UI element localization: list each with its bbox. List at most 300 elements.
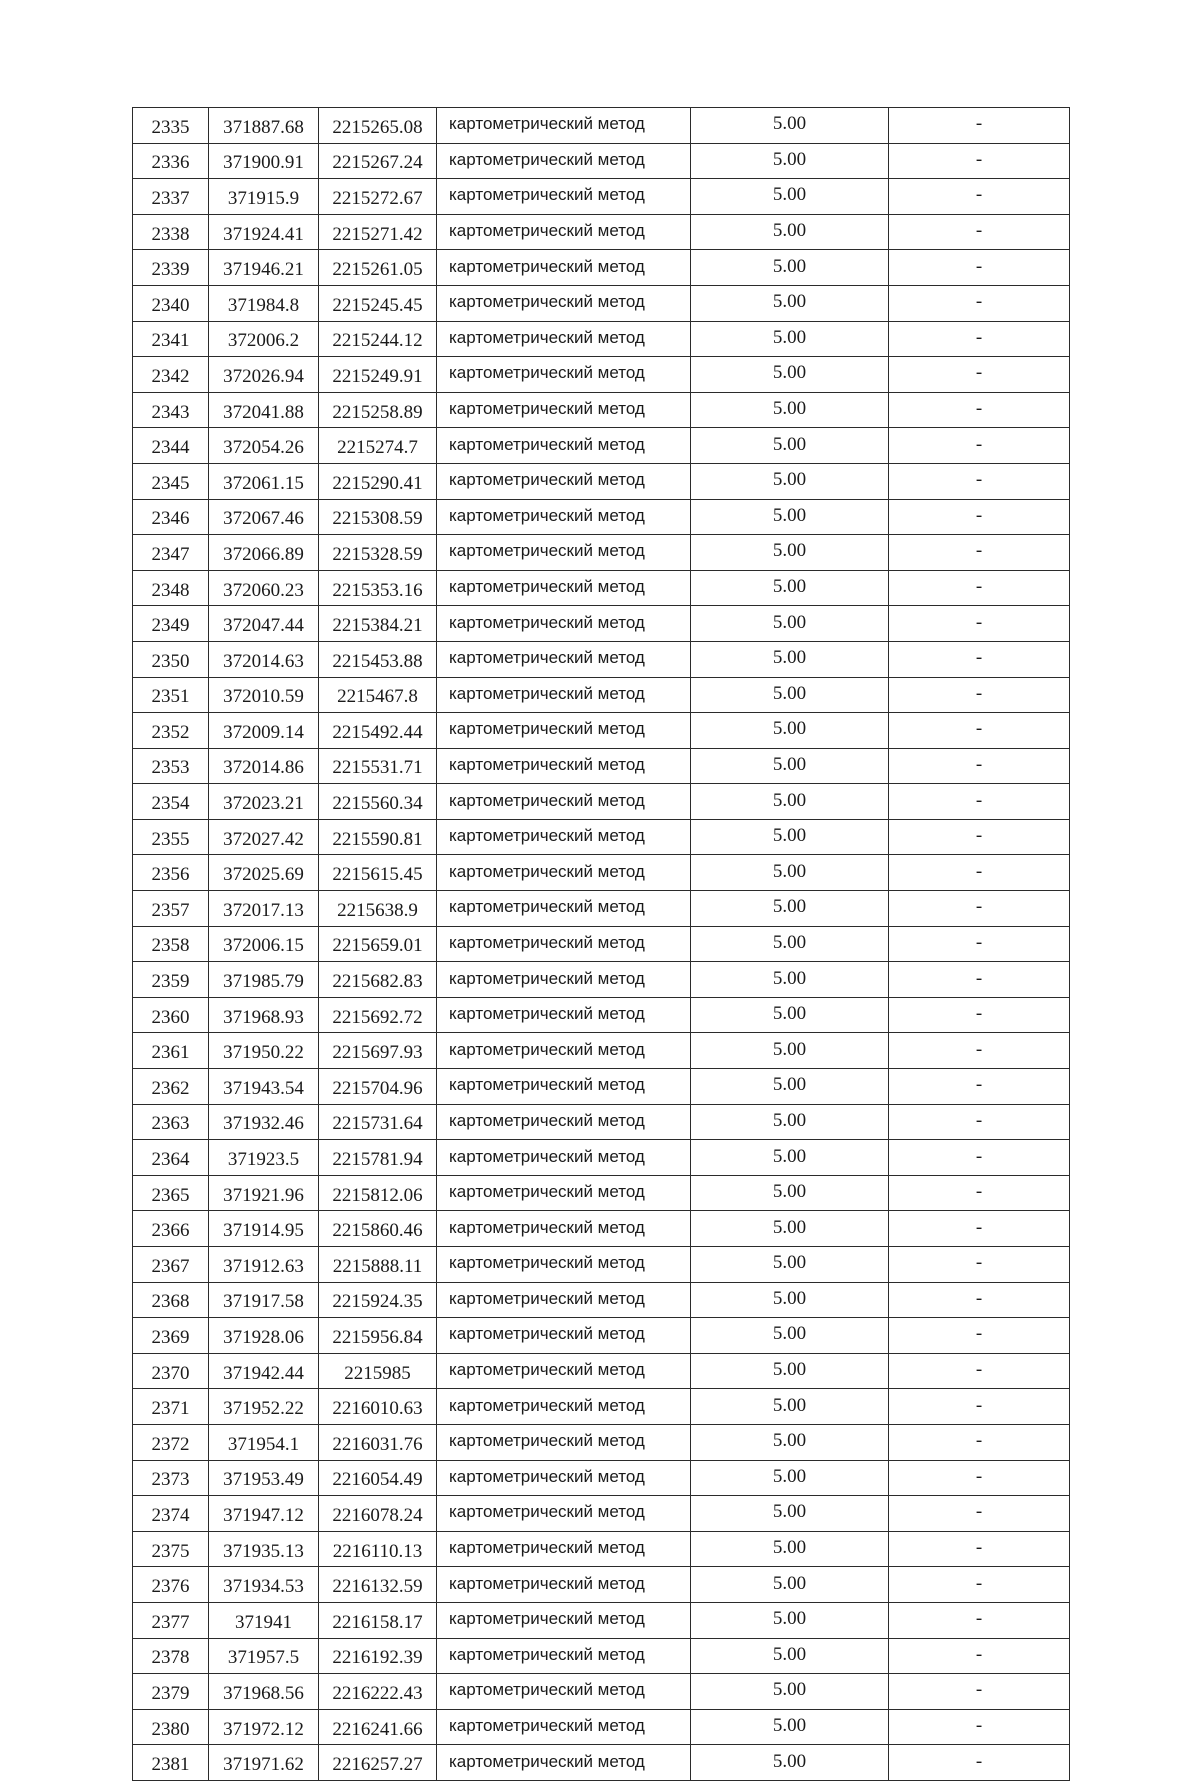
coordinates-table xyxy=(132,107,1070,1781)
x-coordinate-cell: 371917.58 xyxy=(209,1282,319,1318)
y-coordinate-cell: 2215249.91 xyxy=(319,357,437,393)
error-cell: 5.00 xyxy=(691,321,889,357)
error-cell: 5.00 xyxy=(691,1175,889,1211)
y-coordinate-cell: 2215467.8 xyxy=(319,677,437,713)
point-number-cell: 2366 xyxy=(133,1211,209,1247)
error-cell: 5.00 xyxy=(691,784,889,820)
y-coordinate-cell: 2215659.01 xyxy=(319,926,437,962)
point-number-cell: 2336 xyxy=(133,143,209,179)
description-cell: - xyxy=(889,1247,1070,1283)
error-cell: 5.00 xyxy=(691,891,889,927)
description-cell: - xyxy=(889,713,1070,749)
y-coordinate-cell: 2215384.21 xyxy=(319,606,437,642)
table-row xyxy=(133,1638,1070,1674)
description-cell: - xyxy=(889,1460,1070,1496)
y-coordinate-cell: 2216110.13 xyxy=(319,1531,437,1567)
error-cell: 5.00 xyxy=(691,997,889,1033)
method-cell: картометрический метод xyxy=(437,1460,691,1496)
point-number-cell: 2354 xyxy=(133,784,209,820)
method-cell: картометрический метод xyxy=(437,1069,691,1105)
method-cell: картометрический метод xyxy=(437,1638,691,1674)
description-cell: - xyxy=(889,108,1070,144)
point-number-cell: 2369 xyxy=(133,1318,209,1354)
x-coordinate-cell: 371953.49 xyxy=(209,1460,319,1496)
point-number-cell: 2360 xyxy=(133,997,209,1033)
table-row xyxy=(133,855,1070,891)
method-cell: картометрический метод xyxy=(437,891,691,927)
method-cell: картометрический метод xyxy=(437,748,691,784)
point-number-cell: 2348 xyxy=(133,570,209,606)
method-cell: картометрический метод xyxy=(437,392,691,428)
table-row xyxy=(133,1247,1070,1283)
method-cell: картометрический метод xyxy=(437,1282,691,1318)
method-cell: картометрический метод xyxy=(437,214,691,250)
point-number-cell: 2380 xyxy=(133,1709,209,1745)
x-coordinate-cell: 372047.44 xyxy=(209,606,319,642)
method-cell: картометрический метод xyxy=(437,1104,691,1140)
description-cell: - xyxy=(889,1318,1070,1354)
y-coordinate-cell: 2215258.89 xyxy=(319,392,437,428)
point-number-cell: 2356 xyxy=(133,855,209,891)
description-cell: - xyxy=(889,392,1070,428)
point-number-cell: 2353 xyxy=(133,748,209,784)
point-number-cell: 2340 xyxy=(133,285,209,321)
x-coordinate-cell: 372017.13 xyxy=(209,891,319,927)
point-number-cell: 2343 xyxy=(133,392,209,428)
y-coordinate-cell: 2216222.43 xyxy=(319,1674,437,1710)
method-cell: картометрический метод xyxy=(437,641,691,677)
x-coordinate-cell: 371985.79 xyxy=(209,962,319,998)
table-row xyxy=(133,677,1070,713)
error-cell: 5.00 xyxy=(691,1638,889,1674)
y-coordinate-cell: 2216078.24 xyxy=(319,1496,437,1532)
table-row xyxy=(133,1709,1070,1745)
error-cell: 5.00 xyxy=(691,250,889,286)
x-coordinate-cell: 371921.96 xyxy=(209,1175,319,1211)
error-cell: 5.00 xyxy=(691,1531,889,1567)
table-row xyxy=(133,535,1070,571)
table-row xyxy=(133,891,1070,927)
method-cell: картометрический метод xyxy=(437,1602,691,1638)
y-coordinate-cell: 2215267.24 xyxy=(319,143,437,179)
y-coordinate-cell: 2216010.63 xyxy=(319,1389,437,1425)
table-row xyxy=(133,108,1070,144)
method-cell: картометрический метод xyxy=(437,1247,691,1283)
x-coordinate-cell: 372026.94 xyxy=(209,357,319,393)
table-row xyxy=(133,1567,1070,1603)
y-coordinate-cell: 2215590.81 xyxy=(319,819,437,855)
y-coordinate-cell: 2215560.34 xyxy=(319,784,437,820)
table-row xyxy=(133,641,1070,677)
description-cell: - xyxy=(889,1033,1070,1069)
point-number-cell: 2337 xyxy=(133,179,209,215)
description-cell: - xyxy=(889,1531,1070,1567)
method-cell: картометрический метод xyxy=(437,926,691,962)
y-coordinate-cell: 2216241.66 xyxy=(319,1709,437,1745)
table-row xyxy=(133,285,1070,321)
error-cell: 5.00 xyxy=(691,570,889,606)
description-cell: - xyxy=(889,357,1070,393)
method-cell: картометрический метод xyxy=(437,321,691,357)
y-coordinate-cell: 2215328.59 xyxy=(319,535,437,571)
method-cell: картометрический метод xyxy=(437,1140,691,1176)
point-number-cell: 2342 xyxy=(133,357,209,393)
y-coordinate-cell: 2215731.64 xyxy=(319,1104,437,1140)
point-number-cell: 2374 xyxy=(133,1496,209,1532)
method-cell: картометрический метод xyxy=(437,1567,691,1603)
description-cell: - xyxy=(889,784,1070,820)
error-cell: 5.00 xyxy=(691,463,889,499)
y-coordinate-cell: 2215682.83 xyxy=(319,962,437,998)
method-cell: картометрический метод xyxy=(437,1389,691,1425)
error-cell: 5.00 xyxy=(691,535,889,571)
description-cell: - xyxy=(889,570,1070,606)
y-coordinate-cell: 2215290.41 xyxy=(319,463,437,499)
y-coordinate-cell: 2215697.93 xyxy=(319,1033,437,1069)
point-number-cell: 2355 xyxy=(133,819,209,855)
method-cell: картометрический метод xyxy=(437,250,691,286)
y-coordinate-cell: 2215812.06 xyxy=(319,1175,437,1211)
method-cell: картометрический метод xyxy=(437,285,691,321)
description-cell: - xyxy=(889,179,1070,215)
y-coordinate-cell: 2216031.76 xyxy=(319,1424,437,1460)
point-number-cell: 2351 xyxy=(133,677,209,713)
description-cell: - xyxy=(889,1353,1070,1389)
error-cell: 5.00 xyxy=(691,1247,889,1283)
description-cell: - xyxy=(889,1496,1070,1532)
point-number-cell: 2345 xyxy=(133,463,209,499)
description-cell: - xyxy=(889,891,1070,927)
description-cell: - xyxy=(889,1069,1070,1105)
method-cell: картометрический метод xyxy=(437,1674,691,1710)
error-cell: 5.00 xyxy=(691,1567,889,1603)
description-cell: - xyxy=(889,926,1070,962)
y-coordinate-cell: 2215781.94 xyxy=(319,1140,437,1176)
method-cell: картометрический метод xyxy=(437,1211,691,1247)
error-cell: 5.00 xyxy=(691,748,889,784)
y-coordinate-cell: 2215692.72 xyxy=(319,997,437,1033)
y-coordinate-cell: 2215492.44 xyxy=(319,713,437,749)
description-cell: - xyxy=(889,1638,1070,1674)
point-number-cell: 2370 xyxy=(133,1353,209,1389)
x-coordinate-cell: 372054.26 xyxy=(209,428,319,464)
table-row xyxy=(133,570,1070,606)
error-cell: 5.00 xyxy=(691,641,889,677)
table-row xyxy=(133,179,1070,215)
method-cell: картометрический метод xyxy=(437,1033,691,1069)
table-row xyxy=(133,784,1070,820)
description-cell: - xyxy=(889,1282,1070,1318)
table-row xyxy=(133,1745,1070,1781)
table-row xyxy=(133,392,1070,428)
x-coordinate-cell: 372014.63 xyxy=(209,641,319,677)
description-cell: - xyxy=(889,321,1070,357)
point-number-cell: 2365 xyxy=(133,1175,209,1211)
x-coordinate-cell: 371954.1 xyxy=(209,1424,319,1460)
x-coordinate-cell: 372010.59 xyxy=(209,677,319,713)
description-cell: - xyxy=(889,748,1070,784)
point-number-cell: 2375 xyxy=(133,1531,209,1567)
description-cell: - xyxy=(889,819,1070,855)
point-number-cell: 2358 xyxy=(133,926,209,962)
description-cell: - xyxy=(889,1567,1070,1603)
description-cell: - xyxy=(889,1424,1070,1460)
description-cell: - xyxy=(889,250,1070,286)
method-cell: картометрический метод xyxy=(437,1424,691,1460)
x-coordinate-cell: 372061.15 xyxy=(209,463,319,499)
method-cell: картометрический метод xyxy=(437,357,691,393)
x-coordinate-cell: 372009.14 xyxy=(209,713,319,749)
error-cell: 5.00 xyxy=(691,819,889,855)
table-row xyxy=(133,463,1070,499)
table-row xyxy=(133,357,1070,393)
x-coordinate-cell: 371912.63 xyxy=(209,1247,319,1283)
x-coordinate-cell: 372066.89 xyxy=(209,535,319,571)
point-number-cell: 2371 xyxy=(133,1389,209,1425)
table-row xyxy=(133,1389,1070,1425)
table-row xyxy=(133,606,1070,642)
y-coordinate-cell: 2216192.39 xyxy=(319,1638,437,1674)
method-cell: картометрический метод xyxy=(437,499,691,535)
description-cell: - xyxy=(889,499,1070,535)
point-number-cell: 2379 xyxy=(133,1674,209,1710)
table-row xyxy=(133,143,1070,179)
method-cell: картометрический метод xyxy=(437,962,691,998)
point-number-cell: 2364 xyxy=(133,1140,209,1176)
y-coordinate-cell: 2215265.08 xyxy=(319,108,437,144)
error-cell: 5.00 xyxy=(691,1602,889,1638)
table-row xyxy=(133,1531,1070,1567)
point-number-cell: 2377 xyxy=(133,1602,209,1638)
method-cell: картометрический метод xyxy=(437,179,691,215)
x-coordinate-cell: 371928.06 xyxy=(209,1318,319,1354)
error-cell: 5.00 xyxy=(691,962,889,998)
error-cell: 5.00 xyxy=(691,1424,889,1460)
y-coordinate-cell: 2215888.11 xyxy=(319,1247,437,1283)
table-row xyxy=(133,713,1070,749)
point-number-cell: 2363 xyxy=(133,1104,209,1140)
table-row xyxy=(133,1033,1070,1069)
error-cell: 5.00 xyxy=(691,143,889,179)
error-cell: 5.00 xyxy=(691,428,889,464)
x-coordinate-cell: 371923.5 xyxy=(209,1140,319,1176)
y-coordinate-cell: 2215615.45 xyxy=(319,855,437,891)
description-cell: - xyxy=(889,606,1070,642)
point-number-cell: 2347 xyxy=(133,535,209,571)
x-coordinate-cell: 371972.12 xyxy=(209,1709,319,1745)
y-coordinate-cell: 2215261.05 xyxy=(319,250,437,286)
table-row xyxy=(133,1424,1070,1460)
error-cell: 5.00 xyxy=(691,1104,889,1140)
method-cell: картометрический метод xyxy=(437,606,691,642)
x-coordinate-cell: 371935.13 xyxy=(209,1531,319,1567)
error-cell: 5.00 xyxy=(691,392,889,428)
point-number-cell: 2378 xyxy=(133,1638,209,1674)
x-coordinate-cell: 372041.88 xyxy=(209,392,319,428)
table-row xyxy=(133,250,1070,286)
point-number-cell: 2335 xyxy=(133,108,209,144)
table-row xyxy=(133,321,1070,357)
x-coordinate-cell: 372027.42 xyxy=(209,819,319,855)
description-cell: - xyxy=(889,463,1070,499)
method-cell: картометрический метод xyxy=(437,997,691,1033)
table-row xyxy=(133,1282,1070,1318)
error-cell: 5.00 xyxy=(691,1211,889,1247)
table-row xyxy=(133,1175,1070,1211)
table-row xyxy=(133,1069,1070,1105)
description-cell: - xyxy=(889,1389,1070,1425)
table-row xyxy=(133,1496,1070,1532)
error-cell: 5.00 xyxy=(691,1460,889,1496)
method-cell: картометрический метод xyxy=(437,143,691,179)
method-cell: картометрический метод xyxy=(437,819,691,855)
x-coordinate-cell: 372006.2 xyxy=(209,321,319,357)
error-cell: 5.00 xyxy=(691,926,889,962)
error-cell: 5.00 xyxy=(691,214,889,250)
point-number-cell: 2339 xyxy=(133,250,209,286)
error-cell: 5.00 xyxy=(691,606,889,642)
point-number-cell: 2357 xyxy=(133,891,209,927)
table-row xyxy=(133,1602,1070,1638)
description-cell: - xyxy=(889,1211,1070,1247)
description-cell: - xyxy=(889,1175,1070,1211)
method-cell: картометрический метод xyxy=(437,677,691,713)
x-coordinate-cell: 371932.46 xyxy=(209,1104,319,1140)
table-row xyxy=(133,1140,1070,1176)
x-coordinate-cell: 371887.68 xyxy=(209,108,319,144)
x-coordinate-cell: 371952.22 xyxy=(209,1389,319,1425)
method-cell: картометрический метод xyxy=(437,784,691,820)
description-cell: - xyxy=(889,214,1070,250)
x-coordinate-cell: 372025.69 xyxy=(209,855,319,891)
method-cell: картометрический метод xyxy=(437,570,691,606)
point-number-cell: 2373 xyxy=(133,1460,209,1496)
y-coordinate-cell: 2216158.17 xyxy=(319,1602,437,1638)
table-row xyxy=(133,1460,1070,1496)
description-cell: - xyxy=(889,1674,1070,1710)
point-number-cell: 2359 xyxy=(133,962,209,998)
error-cell: 5.00 xyxy=(691,1496,889,1532)
x-coordinate-cell: 371947.12 xyxy=(209,1496,319,1532)
x-coordinate-cell: 371946.21 xyxy=(209,250,319,286)
point-number-cell: 2346 xyxy=(133,499,209,535)
y-coordinate-cell: 2215985 xyxy=(319,1353,437,1389)
point-number-cell: 2350 xyxy=(133,641,209,677)
error-cell: 5.00 xyxy=(691,285,889,321)
y-coordinate-cell: 2215353.16 xyxy=(319,570,437,606)
table-row xyxy=(133,1211,1070,1247)
point-number-cell: 2376 xyxy=(133,1567,209,1603)
description-cell: - xyxy=(889,1709,1070,1745)
description-cell: - xyxy=(889,428,1070,464)
x-coordinate-cell: 371934.53 xyxy=(209,1567,319,1603)
point-number-cell: 2368 xyxy=(133,1282,209,1318)
error-cell: 5.00 xyxy=(691,1140,889,1176)
point-number-cell: 2381 xyxy=(133,1745,209,1781)
table-row xyxy=(133,428,1070,464)
point-number-cell: 2349 xyxy=(133,606,209,642)
x-coordinate-cell: 371915.9 xyxy=(209,179,319,215)
point-number-cell: 2338 xyxy=(133,214,209,250)
method-cell: картометрический метод xyxy=(437,1175,691,1211)
y-coordinate-cell: 2215271.42 xyxy=(319,214,437,250)
table-row xyxy=(133,1674,1070,1710)
description-cell: - xyxy=(889,1602,1070,1638)
x-coordinate-cell: 371914.95 xyxy=(209,1211,319,1247)
x-coordinate-cell: 371984.8 xyxy=(209,285,319,321)
method-cell: картометрический метод xyxy=(437,1709,691,1745)
description-cell: - xyxy=(889,855,1070,891)
error-cell: 5.00 xyxy=(691,1674,889,1710)
method-cell: картометрический метод xyxy=(437,463,691,499)
table-row xyxy=(133,1353,1070,1389)
table-row xyxy=(133,748,1070,784)
point-number-cell: 2367 xyxy=(133,1247,209,1283)
error-cell: 5.00 xyxy=(691,1353,889,1389)
table-row xyxy=(133,499,1070,535)
y-coordinate-cell: 2216054.49 xyxy=(319,1460,437,1496)
x-coordinate-cell: 371971.62 xyxy=(209,1745,319,1781)
y-coordinate-cell: 2215924.35 xyxy=(319,1282,437,1318)
table-row xyxy=(133,214,1070,250)
description-cell: - xyxy=(889,997,1070,1033)
point-number-cell: 2344 xyxy=(133,428,209,464)
y-coordinate-cell: 2216132.59 xyxy=(319,1567,437,1603)
description-cell: - xyxy=(889,677,1070,713)
error-cell: 5.00 xyxy=(691,855,889,891)
method-cell: картометрический метод xyxy=(437,535,691,571)
method-cell: картометрический метод xyxy=(437,713,691,749)
x-coordinate-cell: 372014.86 xyxy=(209,748,319,784)
point-number-cell: 2362 xyxy=(133,1069,209,1105)
x-coordinate-cell: 371943.54 xyxy=(209,1069,319,1105)
y-coordinate-cell: 2215245.45 xyxy=(319,285,437,321)
method-cell: картометрический метод xyxy=(437,1353,691,1389)
method-cell: картометрический метод xyxy=(437,1531,691,1567)
table-row xyxy=(133,962,1070,998)
error-cell: 5.00 xyxy=(691,1069,889,1105)
description-cell: - xyxy=(889,641,1070,677)
table-row xyxy=(133,819,1070,855)
error-cell: 5.00 xyxy=(691,1745,889,1781)
error-cell: 5.00 xyxy=(691,1282,889,1318)
error-cell: 5.00 xyxy=(691,499,889,535)
error-cell: 5.00 xyxy=(691,677,889,713)
x-coordinate-cell: 372067.46 xyxy=(209,499,319,535)
y-coordinate-cell: 2215956.84 xyxy=(319,1318,437,1354)
x-coordinate-cell: 372060.23 xyxy=(209,570,319,606)
error-cell: 5.00 xyxy=(691,179,889,215)
x-coordinate-cell: 371900.91 xyxy=(209,143,319,179)
table-row xyxy=(133,926,1070,962)
x-coordinate-cell: 371968.93 xyxy=(209,997,319,1033)
table-row xyxy=(133,997,1070,1033)
method-cell: картометрический метод xyxy=(437,855,691,891)
coordinates-table-body xyxy=(133,108,1070,1781)
method-cell: картометрический метод xyxy=(437,428,691,464)
description-cell: - xyxy=(889,143,1070,179)
table-row xyxy=(133,1104,1070,1140)
y-coordinate-cell: 2215274.7 xyxy=(319,428,437,464)
y-coordinate-cell: 2215308.59 xyxy=(319,499,437,535)
error-cell: 5.00 xyxy=(691,108,889,144)
method-cell: картометрический метод xyxy=(437,108,691,144)
x-coordinate-cell: 371924.41 xyxy=(209,214,319,250)
y-coordinate-cell: 2215244.12 xyxy=(319,321,437,357)
description-cell: - xyxy=(889,962,1070,998)
error-cell: 5.00 xyxy=(691,1709,889,1745)
description-cell: - xyxy=(889,1104,1070,1140)
